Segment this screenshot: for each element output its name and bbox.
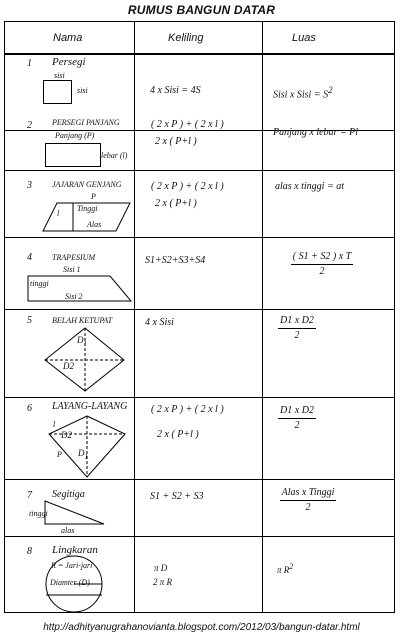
shape-label: lebar (l) [101, 151, 128, 160]
shape-name: TRAPESIUM [52, 253, 96, 262]
perimeter-formula: ( 2 x P ) + ( 2 x l ) [151, 119, 224, 130]
column-divider [262, 22, 263, 612]
perimeter-formula: ( 2 x P ) + ( 2 x l ) [151, 404, 224, 415]
area-denominator: 2 [319, 266, 325, 277]
row-number: 2 [27, 120, 32, 131]
area-denominator: 2 [305, 502, 311, 513]
row-divider [5, 479, 394, 480]
column-divider [134, 22, 135, 612]
shape-label: alas [61, 526, 75, 535]
area-denominator: 2 [294, 420, 300, 431]
exponent: 2 [328, 85, 333, 95]
shape-label: sisi [54, 71, 65, 80]
row-divider [5, 397, 394, 398]
shape-label: D2 [61, 430, 72, 440]
shape-name: LAYANG-LAYANG [52, 401, 128, 412]
formula-table [4, 21, 395, 613]
shape-name: Persegi [52, 56, 86, 68]
header-nama: Nama [53, 32, 83, 44]
shape-name: Segitiga [52, 489, 85, 500]
shape-label: $D_1$ [77, 335, 87, 348]
area-denominator: 2 [294, 330, 300, 341]
area-fraction [267, 486, 349, 514]
shape-label: P [57, 450, 62, 459]
perimeter-formula: ( 2 x P ) + ( 2 x l ) [151, 181, 224, 192]
shape-label: tinggi [29, 509, 48, 518]
perimeter-formula-alt: 2 π R [153, 577, 173, 587]
row-divider [5, 309, 394, 310]
source-url: http://adhityanugrahanovianta.blogspot.com/2012/03/bangun-datar.html [43, 622, 360, 633]
exponent: 2 [289, 562, 294, 571]
area-formula: alas x tinggi = at [275, 181, 344, 192]
shape-name: PERSEGI PANJANG [52, 118, 120, 127]
shape-label: l [57, 209, 60, 218]
subscript: 1 [83, 339, 87, 348]
subscript: 1 [84, 452, 88, 461]
rectangle-shape [45, 143, 101, 167]
row-number: 8 [27, 546, 32, 557]
area-formula: Sisi x Sisi = $S^2$ [273, 85, 333, 101]
shape-label: l [53, 420, 56, 429]
row-divider [5, 536, 394, 537]
perimeter-formula: 4 x Sisi [145, 317, 174, 328]
square-shape [43, 80, 73, 104]
row-divider [5, 170, 394, 171]
triangle-shape [45, 501, 105, 525]
kite-shape [45, 416, 125, 478]
shape-label: Sisi 2 [65, 292, 83, 301]
perimeter-formula: S1 + S2 + S3 [150, 491, 204, 502]
shape-name: JAJARAN GENJANG [52, 180, 122, 189]
area-fraction [267, 404, 327, 432]
row-divider [5, 237, 394, 238]
area-numerator: D1 x D2 [278, 314, 316, 329]
header-divider [5, 53, 394, 55]
area-fraction [267, 250, 377, 278]
perimeter-formula: π D [154, 563, 168, 573]
area-formula: Panjang x lebar = Pl [273, 127, 359, 138]
row-number: 7 [27, 490, 32, 501]
area-fraction [267, 314, 327, 342]
shape-label: $D_1$ [78, 448, 88, 461]
shape-label: Sisi 1 [63, 265, 81, 274]
header-luas: Luas [292, 32, 316, 44]
header-keliling: Keliling [168, 32, 204, 44]
shape-label: tinggi [30, 279, 49, 288]
row-number: 3 [27, 180, 32, 191]
row-number: 1 [27, 58, 32, 69]
shape-name: Lingkaran [52, 544, 98, 556]
area-numerator: D1 x D2 [278, 404, 316, 419]
perimeter-formula-alt: 2 x ( P+l ) [155, 136, 197, 147]
shape-name: BELAH KETUPAT [52, 316, 113, 325]
shape-label: R = Jari-jari [51, 561, 93, 570]
shape-label: P [91, 192, 96, 201]
area-numerator: ( S1 + S2 ) x T [291, 250, 353, 265]
area-numerator: Alas x Tinggi [280, 486, 337, 501]
page-title: RUMUS BANGUN DATAR [127, 3, 276, 17]
perimeter-formula-alt: 2 x ( P+l ) [155, 198, 197, 209]
perimeter-formula: S1+S2+S3+S4 [145, 255, 206, 266]
perimeter-formula: 4 x Sisi = 4S [150, 85, 201, 96]
shape-label: Alas [87, 220, 102, 229]
perimeter-formula-alt: 2 x ( P+l ) [157, 429, 199, 440]
row-number: 5 [27, 315, 32, 326]
shape-label: Tinggi [77, 204, 98, 213]
shape-label: sisi [77, 86, 88, 95]
shape-label: D2 [63, 361, 74, 371]
area-formula: π $R^2$ [277, 562, 294, 575]
shape-label: Panjang (P) [55, 131, 95, 140]
shape-label: Diamter (D) [50, 578, 90, 587]
row-number: 4 [27, 252, 32, 263]
row-number: 6 [27, 403, 32, 414]
